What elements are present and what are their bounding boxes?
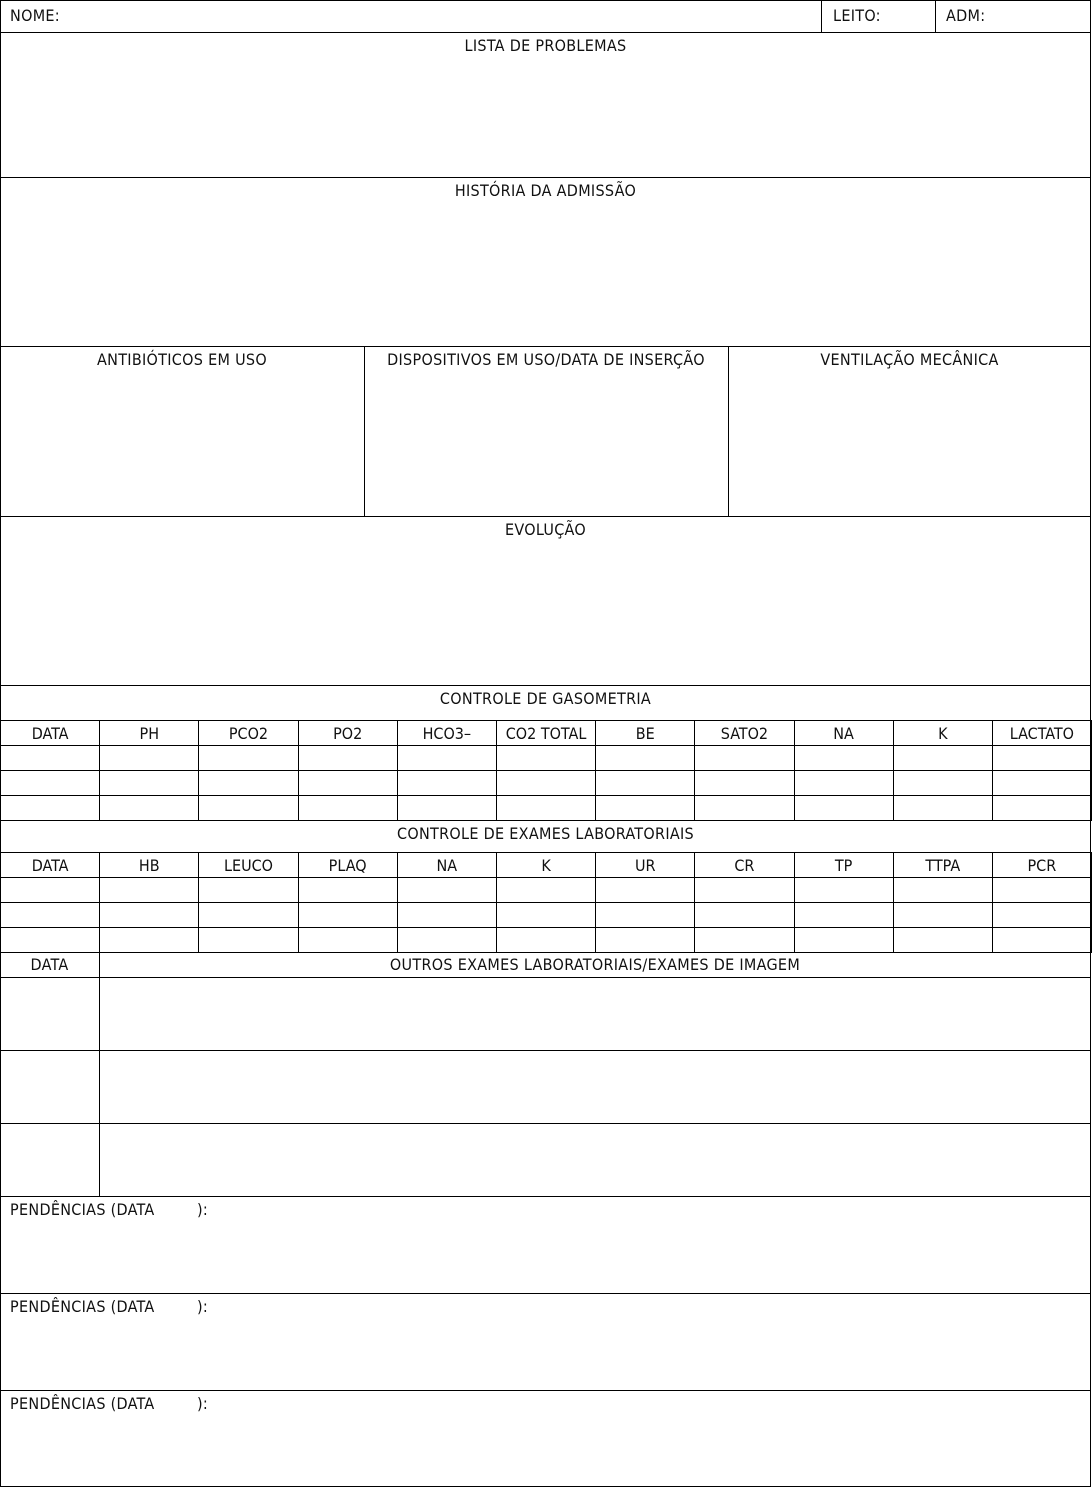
table-cell[interactable] xyxy=(298,903,397,928)
outros-exam-cell[interactable] xyxy=(103,1126,1087,1193)
table-cell[interactable] xyxy=(397,928,496,953)
table-cell[interactable] xyxy=(496,903,595,928)
outros-data-header: DATA xyxy=(30,955,69,974)
table-cell[interactable] xyxy=(596,878,695,903)
table-cell[interactable] xyxy=(992,928,1091,953)
divider xyxy=(0,516,1091,517)
divider xyxy=(364,346,365,516)
table-cell[interactable] xyxy=(496,796,595,821)
table-cell[interactable] xyxy=(100,903,199,928)
evolucao-field[interactable] xyxy=(4,542,1086,682)
table-row xyxy=(1,878,1092,903)
table-header-row xyxy=(1,721,1092,746)
divider xyxy=(935,0,936,32)
table-cell[interactable] xyxy=(992,796,1091,821)
outros-exam-cell[interactable] xyxy=(103,980,1087,1047)
column-header: CR xyxy=(695,853,794,878)
column-header: LACTATO xyxy=(992,721,1091,746)
table-cell[interactable] xyxy=(100,928,199,953)
table-cell[interactable] xyxy=(794,928,893,953)
table-cell[interactable] xyxy=(397,771,496,796)
table-row xyxy=(1,903,1092,928)
table-cell[interactable] xyxy=(397,878,496,903)
column-header: UR xyxy=(596,853,695,878)
pendencias-label: PENDÊNCIAS (DATA xyxy=(10,1200,155,1219)
column-header: BE xyxy=(596,721,695,746)
table-cell[interactable] xyxy=(199,928,298,953)
table-cell[interactable] xyxy=(397,746,496,771)
table-cell[interactable] xyxy=(893,746,992,771)
table-cell[interactable] xyxy=(298,878,397,903)
table-cell[interactable] xyxy=(794,878,893,903)
column-header: DATA xyxy=(1,721,100,746)
outros-title: OUTROS EXAMES LABORATORIAIS/EXAMES DE IMAGEM xyxy=(389,955,801,974)
gasometria-title: CONTROLE DE GASOMETRIA xyxy=(439,689,652,708)
ventilacao-field[interactable] xyxy=(732,372,1087,512)
nome-label: NOME: xyxy=(10,6,60,25)
pendencias-label-close: ): xyxy=(197,1394,209,1413)
table-cell[interactable] xyxy=(397,796,496,821)
column-header: PO2 xyxy=(298,721,397,746)
dispositivos-field[interactable] xyxy=(368,372,724,512)
table-cell[interactable] xyxy=(100,771,199,796)
column-header: NA xyxy=(794,721,893,746)
table-cell[interactable] xyxy=(298,796,397,821)
outros-exam-cell[interactable] xyxy=(103,1053,1087,1120)
column-header: TTPA xyxy=(893,853,992,878)
table-row xyxy=(1,796,1092,821)
divider xyxy=(0,177,1091,178)
table-cell[interactable] xyxy=(298,746,397,771)
antibioticos-title: ANTIBIÓTICOS EM USO xyxy=(96,350,267,369)
divider xyxy=(0,1123,1091,1124)
table-row xyxy=(1,771,1092,796)
divider xyxy=(0,685,1091,686)
column-header: PCR xyxy=(992,853,1091,878)
table-cell[interactable] xyxy=(992,878,1091,903)
table-cell[interactable] xyxy=(596,796,695,821)
lista-problemas-title: LISTA DE PROBLEMAS xyxy=(464,36,627,55)
table-cell[interactable] xyxy=(496,928,595,953)
table-cell[interactable] xyxy=(1,746,100,771)
table-cell[interactable] xyxy=(695,903,794,928)
column-header: PCO2 xyxy=(199,721,298,746)
adm-field[interactable] xyxy=(985,2,1085,30)
table-cell[interactable] xyxy=(893,878,992,903)
table-cell[interactable] xyxy=(893,771,992,796)
column-header: PLAQ xyxy=(298,853,397,878)
table-cell[interactable] xyxy=(199,746,298,771)
table-cell[interactable] xyxy=(199,903,298,928)
leito-field[interactable] xyxy=(880,2,930,30)
table-cell[interactable] xyxy=(596,746,695,771)
table-cell[interactable] xyxy=(695,771,794,796)
laboratoriais-table xyxy=(0,852,1092,953)
table-cell[interactable] xyxy=(397,903,496,928)
column-header: HB xyxy=(100,853,199,878)
table-cell[interactable] xyxy=(496,771,595,796)
lista-problemas-field[interactable] xyxy=(4,58,1086,174)
dispositivos-title: DISPOSITIVOS EM USO/DATA DE INSERÇÃO xyxy=(387,350,705,369)
table-cell[interactable] xyxy=(893,928,992,953)
table-cell[interactable] xyxy=(992,903,1091,928)
pendencias-field[interactable] xyxy=(4,1319,1086,1387)
nome-field[interactable] xyxy=(60,2,815,30)
table-cell[interactable] xyxy=(794,796,893,821)
antibioticos-field[interactable] xyxy=(4,372,360,512)
pendencias-label-close: ): xyxy=(197,1200,209,1219)
pendencias-label: PENDÊNCIAS (DATA xyxy=(10,1297,155,1316)
evolucao-title: EVOLUÇÃO xyxy=(504,520,587,539)
leito-label: LEITO: xyxy=(833,6,881,25)
table-cell[interactable] xyxy=(596,928,695,953)
pendencias-label-close: ): xyxy=(197,1297,209,1316)
historia-admissao-field[interactable] xyxy=(4,203,1086,343)
table-cell[interactable] xyxy=(100,878,199,903)
table-cell[interactable] xyxy=(1,796,100,821)
gasometria-table xyxy=(0,720,1092,821)
column-header: K xyxy=(893,721,992,746)
divider xyxy=(0,1050,1091,1051)
table-row xyxy=(1,928,1092,953)
table-cell[interactable] xyxy=(893,796,992,821)
table-cell[interactable] xyxy=(1,903,100,928)
column-header: CO2 TOTAL xyxy=(496,721,595,746)
divider xyxy=(99,953,100,1196)
adm-label: ADM: xyxy=(946,6,986,25)
table-cell[interactable] xyxy=(695,796,794,821)
table-cell[interactable] xyxy=(893,903,992,928)
table-cell[interactable] xyxy=(298,928,397,953)
table-cell[interactable] xyxy=(298,771,397,796)
table-row xyxy=(1,746,1092,771)
column-header: DATA xyxy=(1,853,100,878)
table-cell[interactable] xyxy=(794,903,893,928)
table-cell[interactable] xyxy=(695,928,794,953)
laboratoriais-title: CONTROLE DE EXAMES LABORATORIAIS xyxy=(396,824,694,843)
table-cell[interactable] xyxy=(695,878,794,903)
pendencias-field[interactable] xyxy=(4,1222,1086,1290)
table-cell[interactable] xyxy=(992,771,1091,796)
pendencias-label: PENDÊNCIAS (DATA xyxy=(10,1394,155,1413)
divider xyxy=(0,1293,1091,1294)
column-header: LEUCO xyxy=(199,853,298,878)
table-cell[interactable] xyxy=(100,746,199,771)
table-cell[interactable] xyxy=(199,796,298,821)
table-header-row xyxy=(1,853,1092,878)
table-cell[interactable] xyxy=(596,903,695,928)
table-cell[interactable] xyxy=(1,928,100,953)
ventilacao-title: VENTILAÇÃO MECÂNICA xyxy=(820,350,999,369)
table-cell[interactable] xyxy=(1,771,100,796)
table-cell[interactable] xyxy=(695,746,794,771)
column-header: K xyxy=(496,853,595,878)
outros-date-cell[interactable] xyxy=(3,1126,96,1193)
table-cell[interactable] xyxy=(496,878,595,903)
table-cell[interactable] xyxy=(794,771,893,796)
divider xyxy=(0,1390,1091,1391)
column-header: TP xyxy=(794,853,893,878)
historia-admissao-title: HISTÓRIA DA ADMISSÃO xyxy=(454,181,637,200)
divider xyxy=(0,1196,1091,1197)
table-cell[interactable] xyxy=(496,746,595,771)
divider xyxy=(728,346,729,516)
table-cell[interactable] xyxy=(1,878,100,903)
table-cell[interactable] xyxy=(794,746,893,771)
column-header: NA xyxy=(397,853,496,878)
table-cell[interactable] xyxy=(992,746,1091,771)
column-header: PH xyxy=(100,721,199,746)
outros-date-cell[interactable] xyxy=(3,980,96,1047)
table-cell[interactable] xyxy=(199,878,298,903)
outros-date-cell[interactable] xyxy=(3,1053,96,1120)
divider xyxy=(0,32,1091,33)
column-header: SATO2 xyxy=(695,721,794,746)
table-cell[interactable] xyxy=(100,796,199,821)
divider xyxy=(821,0,822,32)
divider xyxy=(0,977,1091,978)
pendencias-field[interactable] xyxy=(4,1416,1086,1482)
table-cell[interactable] xyxy=(596,771,695,796)
column-header: HCO3– xyxy=(397,721,496,746)
table-cell[interactable] xyxy=(199,771,298,796)
divider xyxy=(0,346,1091,347)
